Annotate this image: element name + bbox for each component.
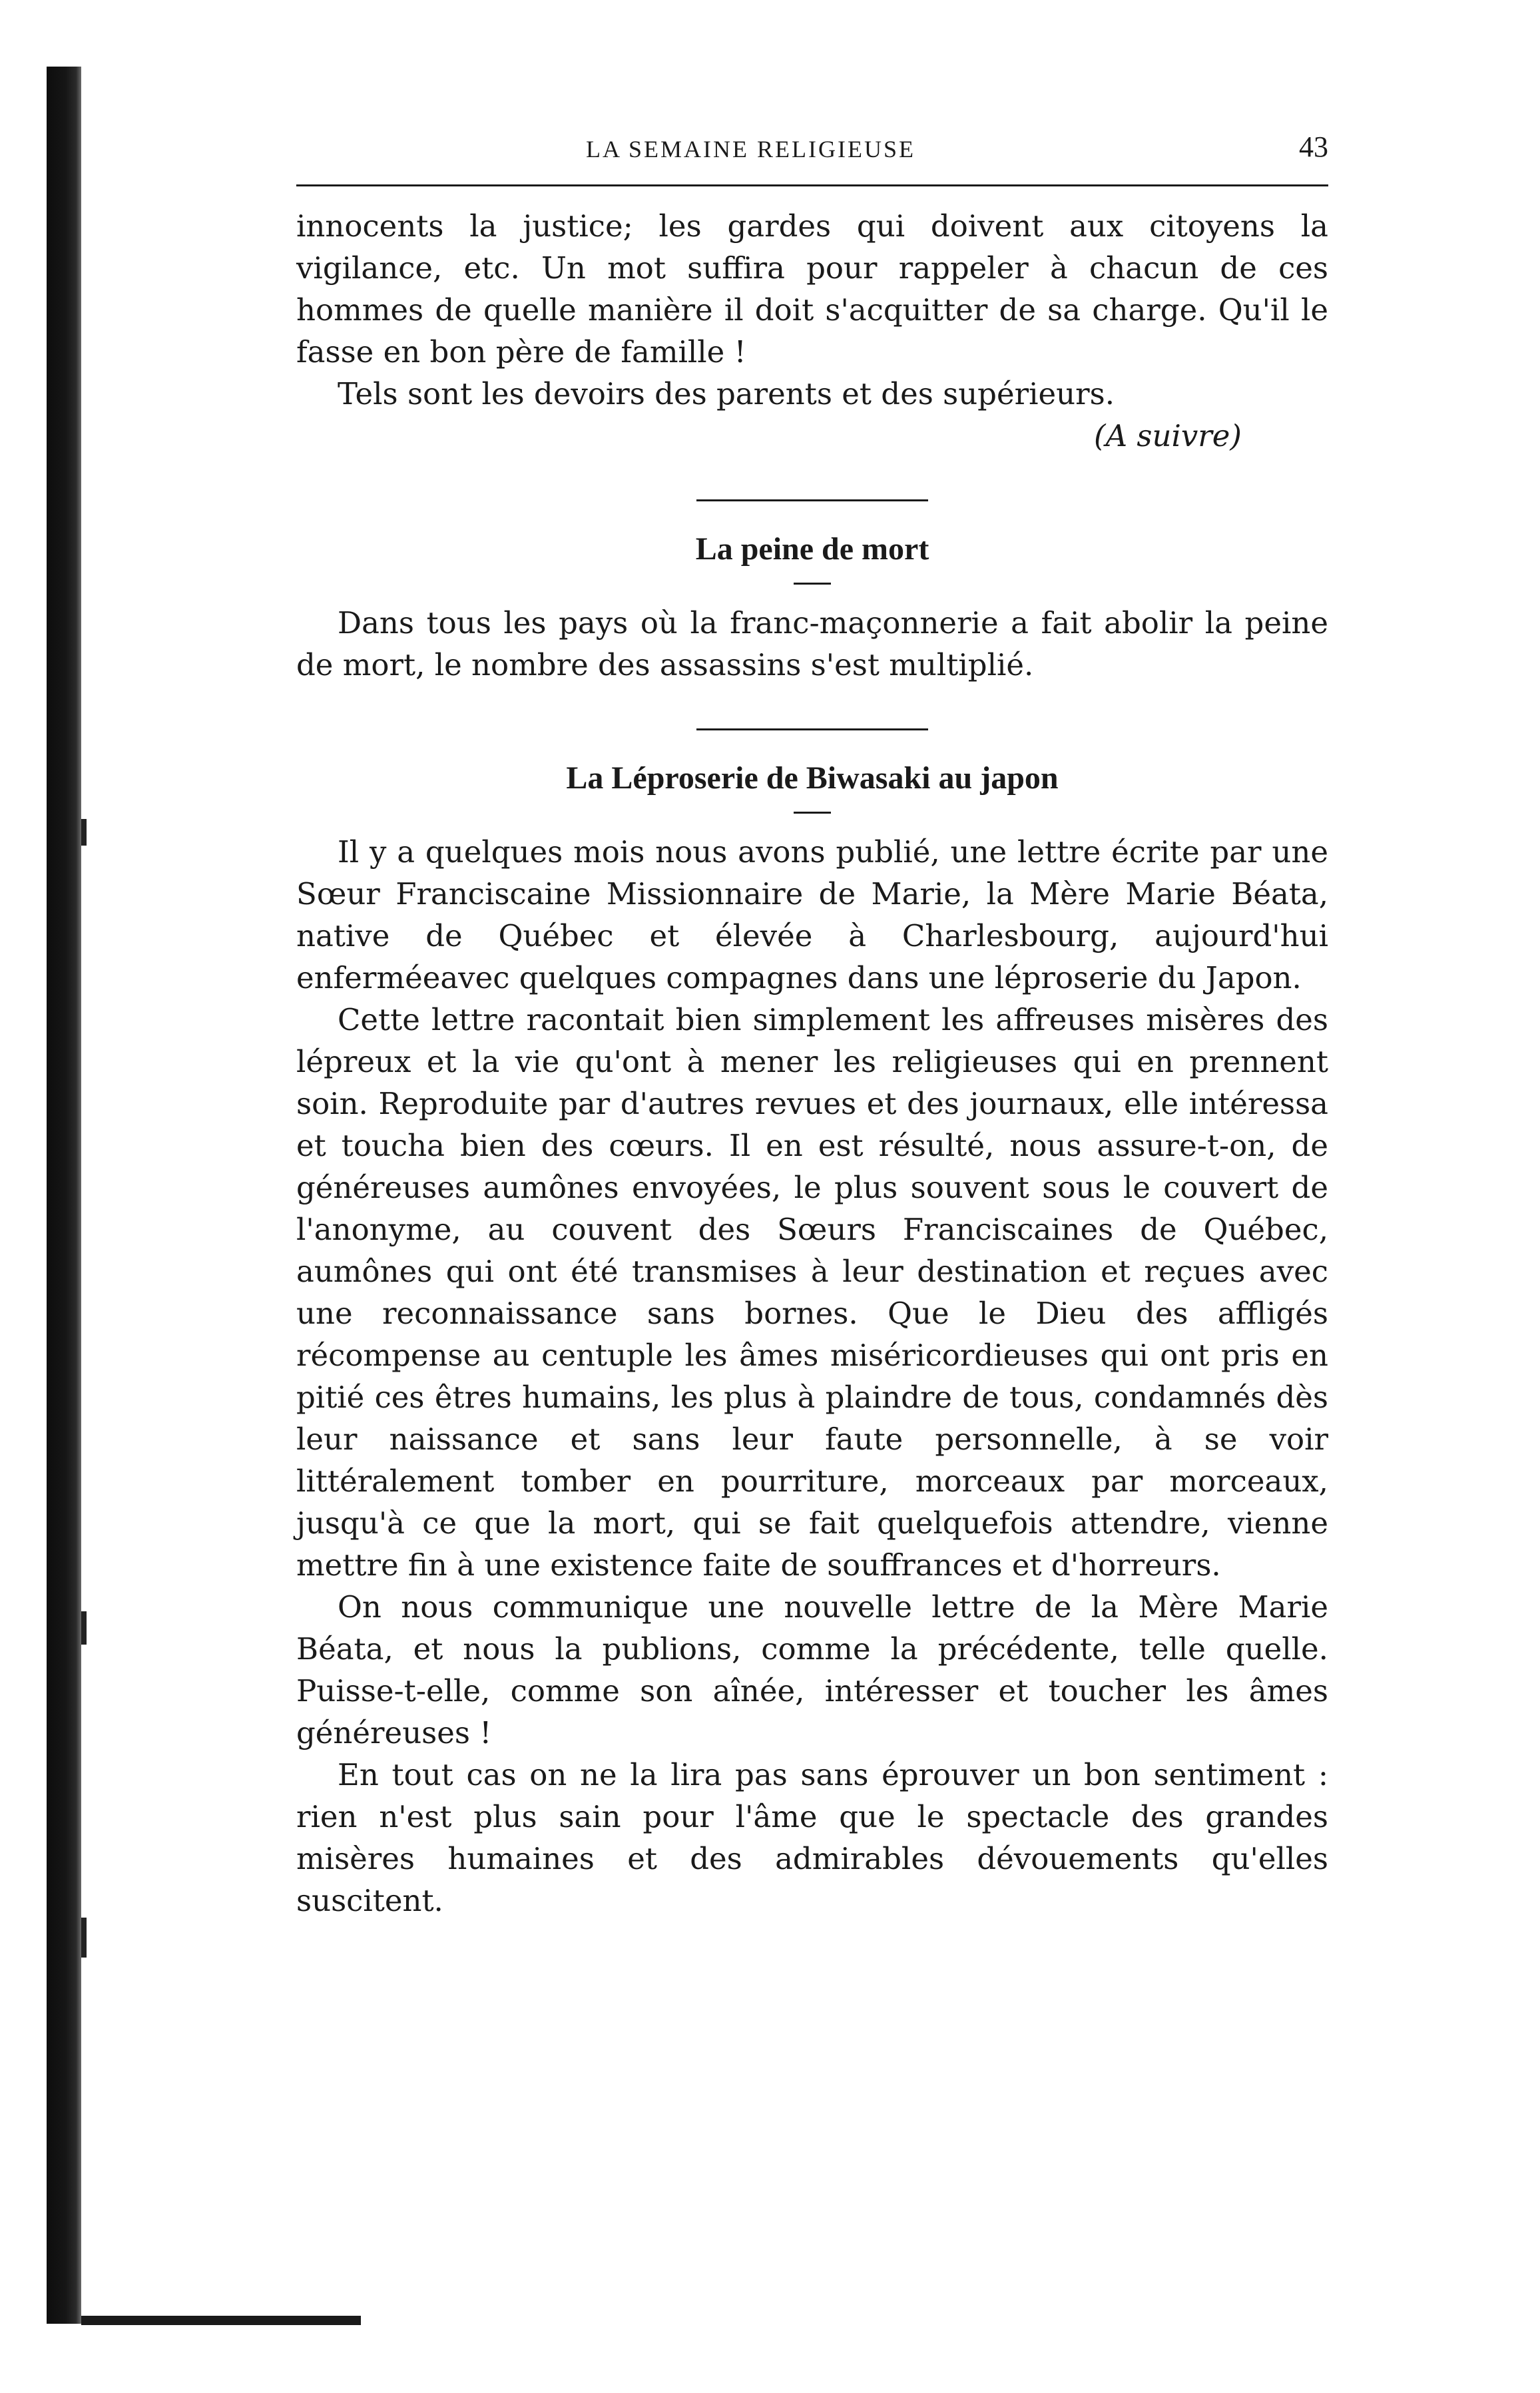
page-binding-edge: [47, 67, 81, 2324]
document-page: [296, 123, 1328, 1922]
article-paragraph: On nous communique une nouvelle lettre de la Mère Marie Béata, et nous la publions, comme la précédente, telle quelle. Puisse-t-elle, comme son aînée, intéresser et toucher les âmes généreuses !: [296, 1589, 1328, 1750]
binding-mark: [81, 819, 87, 846]
header-rule: [296, 184, 1328, 186]
continued-paragraph: innocents la justice; les gardes qui doivent aux citoyens la vigilance, etc. Un mot suffira pour rappeler à chacun de ces hommes de quelle manière il doit s'acquitter de sa charge. Qu'il le fasse en bon père de famille !: [296, 208, 1328, 370]
article-title-peine-de-mort: La peine de mort: [695, 531, 929, 567]
article-title-leproserie: La Léproserie de Biwasaki au japon: [566, 760, 1059, 796]
to-be-continued-note: (A suivre): [1094, 418, 1242, 453]
article-paragraph: Il y a quelques mois nous avons publié, une lettre écrite par une Sœur Franciscaine Missionnaire de Marie, la Mère Marie Béata, native de Québec et élevée à Charlesbourg, aujourd'hui enferméeavec quelques compagnes dans une léproserie du Japon.: [296, 834, 1328, 995]
binding-foot-edge: [81, 2316, 361, 2325]
title-dash: [794, 812, 831, 814]
closing-line: Tels sont les devoirs des parents et des supérieurs.: [338, 376, 1115, 411]
binding-mark: [81, 1611, 87, 1645]
article-paragraph: En tout cas on ne la lira pas sans éprouver un bon sentiment : rien n'est plus sain pour l'âme que le spectacle des grandes misères humaines et des admirables dévouements qu'elles suscitent.: [296, 1757, 1328, 1918]
article-paragraph: Dans tous les pays où la franc-maçonnerie a fait abolir la peine de mort, le nombre des assassins s'est multiplié.: [296, 605, 1328, 682]
binding-mark: [81, 1918, 87, 1958]
page-number: 43: [1299, 131, 1328, 163]
article-paragraph: Cette lettre racontait bien simplement les affreuses misères des lépreux et la vie qu'ont à mener les religieuses qui en prennent soin. Reproduite par d'autres revues et des journaux, elle intéressa et toucha bien des cœurs. Il en est résulté, nous assure-t-on, de généreuses aumônes envoyées, le plus souvent sous le couvert de l'anonyme, au couvent des Sœurs Franciscaines de Québec, aumônes qui ont été transmises à leur destination et reçues avec une reconnaissance sans bornes. Que le Dieu des affligés récompense au centuple les âmes miséricordieuses qui ont pris en pitié ces êtres humains, les plus à plaindre de tous, condamnés dès leur naissance et sans leur faute personnelle, à se voir littéralement tomber en pourriture, morceaux par morceaux, jusqu'à ce que la mort, qui se fait quelquefois attendre, vienne mettre fin à une existence faite de souffrances et d'horreurs.: [296, 1002, 1328, 1583]
section-separator: [696, 728, 928, 730]
section-separator: [696, 499, 928, 501]
running-header: [296, 123, 1328, 170]
running-title: LA SEMAINE RELIGIEUSE: [586, 136, 915, 162]
title-dash: [794, 583, 831, 585]
